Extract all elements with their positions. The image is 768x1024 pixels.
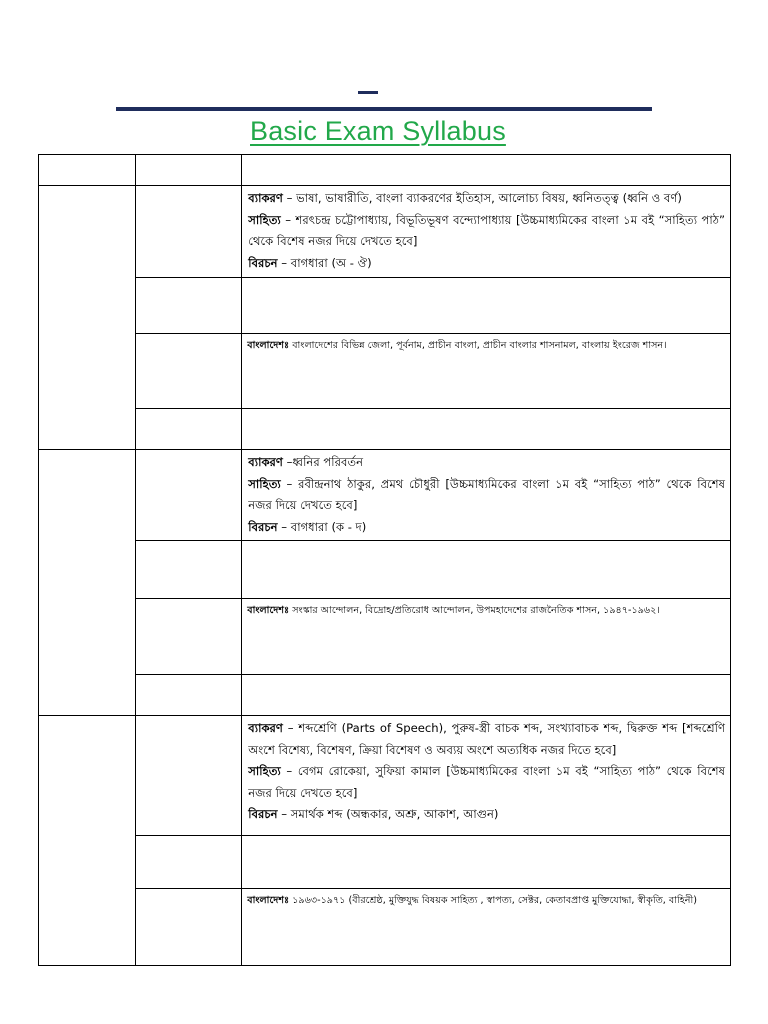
grammar-topic: ব্যাকরণ – ভাষা, ভাষারীতি, বাংলা ব্যাকরণের ইতিহাস, আলোচ্য বিষয়, ধ্বনিতত্ত্ব (ধ্বনি ও বর্ণ) [248, 191, 682, 205]
subject-cell [136, 334, 242, 409]
composition-topic: বিরচন – বাগধারা (ক - দ) [248, 519, 367, 534]
subject-cell [136, 409, 242, 450]
subject-cell [136, 836, 242, 889]
literature-topic: সাহিত্য – বেগম রোকেয়া, সুফিয়া কামাল [উচ্চমাধ্যমিকের বাংলা ১ম বই “সাহিত্য পাঠ” থেকে বিশেষ নজর দিয়ে দেখতে হবে] [248, 764, 725, 800]
topic-cell [242, 541, 731, 599]
table-row [39, 836, 731, 889]
header-cell [242, 155, 731, 186]
week-cell [39, 716, 136, 966]
table-row [39, 675, 731, 716]
table-row [39, 186, 731, 278]
subject-cell [136, 278, 242, 334]
topic-cell [242, 334, 731, 409]
bangladesh-topic: বাংলাদেশঃ ১৯৬৩-১৯৭১ (বীরশ্রেষ্ঠ, মুক্তিযুদ্ধ বিষয়ক সাহিত্য , স্বাপত্য, সেক্টর, কেতাবপ্রাপ্ত মুক্তিযোদ্ধা, স্বীকৃতি, বাহিনী) [247, 895, 697, 906]
week-cell [39, 450, 136, 716]
table-row [39, 599, 731, 675]
composition-topic: বিরচন – সমার্থক শব্দ (অন্ধকার, অশ্রু, আকাশ, আগুন) [248, 807, 499, 821]
topic-cell [242, 599, 731, 675]
table-row [39, 409, 731, 450]
subject-cell [136, 889, 242, 966]
composition-topic: বিরচন – বাগধারা (অ - ঔ) [248, 255, 372, 270]
header-cell [136, 155, 242, 186]
table-header-row [39, 155, 731, 186]
subject-cell [136, 450, 242, 541]
table-row [39, 278, 731, 334]
literature-topic: সাহিত্য – শরৎচন্দ্র চট্টোপাধ্যায়, বিভূতিভূষণ বন্দ্যোপাধ্যায় [উচ্চমাধ্যমিকের বাংলা ১ম বই “সাহিত্য পাঠ” থেকে বিশেষ নজর দিয়ে দেখতে হবে] [248, 212, 725, 248]
subject-cell [136, 599, 242, 675]
topic-cell [242, 836, 731, 889]
table-row [39, 541, 731, 599]
table-row [39, 334, 731, 409]
table-row [39, 716, 731, 836]
grammar-topic: ব্যাকরণ – শব্দশ্রেণি (Parts of Speech), পুরুষ-স্ত্রী বাচক শব্দ, সংখ্যাবাচক শব্দ, দ্বিরুক্ত শব্দ [শব্দশ্রেণি অংশে বিশেষ্য, বিশেষণ, ক্রিয়া বিশেষণ ও অব্যয় অংশে অত্যধিক নজর দিতে হবে] [248, 721, 725, 757]
subject-cell [136, 186, 242, 278]
topic-cell [242, 278, 731, 334]
topic-cell [242, 409, 731, 450]
topic-cell [242, 450, 731, 541]
bangladesh-topic: বাংলাদেশঃ বাংলাদেশের বিভিন্ন জেলা, পূর্বনাম, প্রাচীন বাংলা, প্রাচীন বাংলার শাসনামল, বাংলায় ইংরেজ শাসন। [247, 340, 667, 351]
syllabus-table [38, 154, 731, 966]
grammar-topic: ব্যাকরণ –ধ্বনির পরিবর্তন [248, 455, 364, 469]
week-cell [39, 186, 136, 450]
header-cell [39, 155, 136, 186]
title-dash [358, 91, 378, 94]
subject-cell [136, 541, 242, 599]
page-title: Basic Exam Syllabus [250, 116, 506, 146]
table-row [39, 450, 731, 541]
subject-cell [136, 675, 242, 716]
topic-cell [242, 186, 731, 278]
topic-cell [242, 716, 731, 836]
literature-topic: সাহিত্য – রবীন্দ্রনাথ ঠাকুর, প্রমথ চৌধুরী [উচ্চমাধ্যমিকের বাংলা ১ম বই “সাহিত্য পাঠ” থেকে বিশেষ নজর দিয়ে দেখতে হবে] [248, 476, 725, 512]
topic-cell [242, 889, 731, 966]
subject-cell [136, 716, 242, 836]
bangladesh-topic: বাংলাদেশঃ সংস্কার আন্দোলন, বিদ্রোহ/প্রতিরোধ আন্দোলন, উপমহাদেশের রাজনৈতিক শাসন, ১৯৪৭-১৯৬২। [247, 605, 660, 616]
header-rule [116, 107, 652, 111]
topic-cell [242, 675, 731, 716]
table-row [39, 889, 731, 966]
